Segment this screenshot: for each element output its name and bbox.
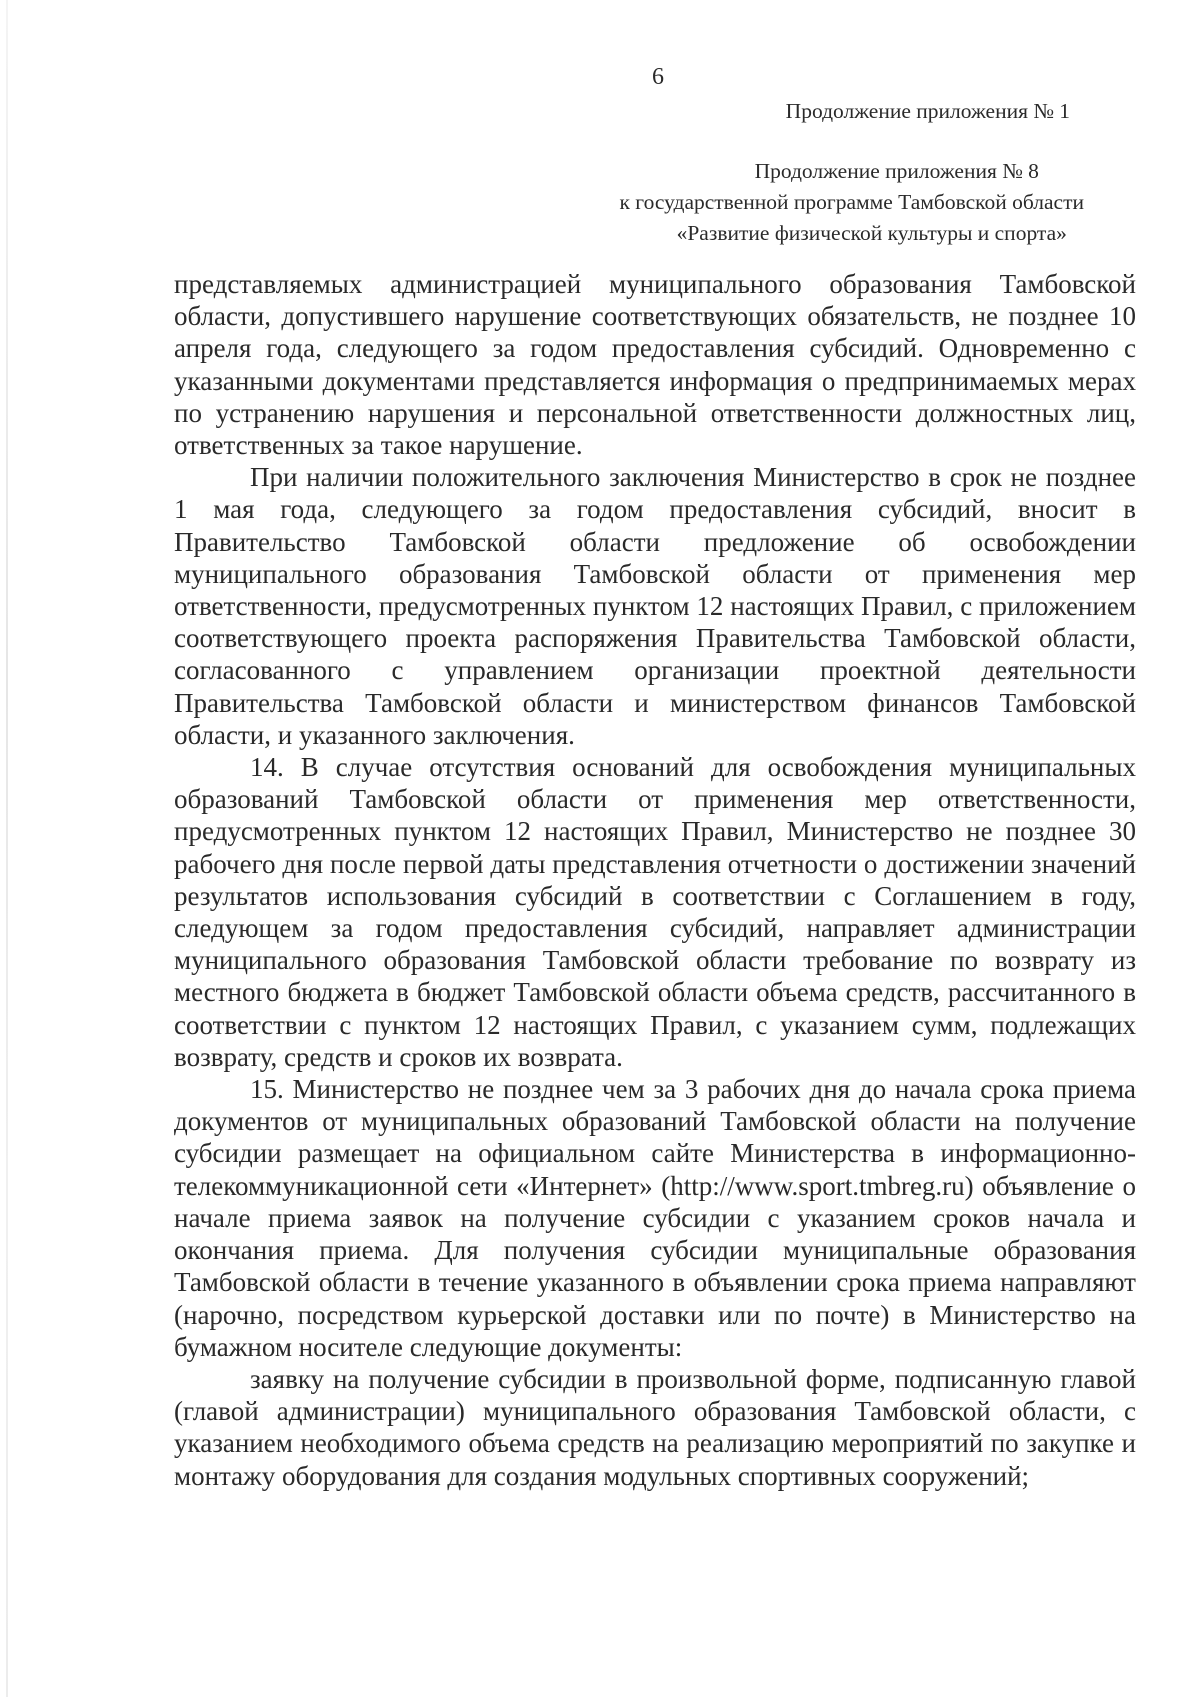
paragraph-15: 15. Министерство не позднее чем за 3 рабочих дня до начала срока приема документов от муниципальных образований Тамбовской области на получение субсидии размещает на официальном сайте Министерства в информационно-телекоммуникационной сети «Интернет» (http://www.sport.tmbreg.ru) объявление о начале приема заявок на получение субсидии с указанием сроков начала и окончания приема. Для получения субсидии муниципальные образования Тамбовской области в течение указанного в объявлении срока приема направляют (нарочно, посредством курьерской доставки или по почте) в Министерство на бумажном носителе следующие документы: <box>174 1074 1136 1362</box>
paragraph-positive-conclusion: При наличии положительного заключения Министерство в срок не позднее 1 мая года, следующего за годом предоставления субсидий, вносит в Правительство Тамбовской области предложение об освобождении муниципального образования Тамбовской области от применения мер ответственности, предусмотренных пунктом 12 настоящих Правил, с приложением соответствующего проекта распоряжения Правительства Тамбовской области, согласованного с управлением организации проектной деятельности Правительства Тамбовской области и министерством финансов Тамбовской области, и указанного заключения. <box>174 462 1136 750</box>
paragraph-14: 14. В случае отсутствия оснований для освобождения муниципальных образований Тамбовской области от применения мер ответственности, предусмотренных пунктом 12 настоящих Правил, Министерство не позднее 30 рабочего дня после первой даты представления отчетности о достижении значений результатов использования субсидий в соответствии с Соглашением в году, следующем за годом предоставления субсидий, направляет администрации муниципального образования Тамбовской области требование по возврату из местного бюджета в бюджет Тамбовской области объема средств, рассчитанного в соответствии с пунктом 12 настоящих Правил, с указанием сумм, подлежащих возврату, средств и сроков их возврата. <box>174 752 1136 1072</box>
scan-edge <box>6 0 8 1697</box>
appendix-1-continuation-text: Продолжение приложения № 1 <box>785 99 1070 123</box>
appendix-8-line-1: Продолжение приложения № 8 <box>754 159 1039 183</box>
appendix-1-continuation-header <box>786 96 1070 127</box>
appendix-8-continuation-header <box>619 156 1084 249</box>
appendix-8-line-2: к государственной программе Тамбовской области <box>619 190 1084 214</box>
paragraph-continuation: представляемых администрацией муниципального образования Тамбовской области, допустившего нарушение соответствующих обязательств, не позднее 10 апреля года, следующего за годом предоставления субсидий. Одновременно с указанными документами представляется информация о предпринимаемых мерах по устранению нарушения и персональной ответственности должностных лиц, ответственных за такое нарушение. <box>174 269 1136 461</box>
paragraph-application: заявку на получение субсидии в произвольной форме, подписанную главой (главой администрации) муниципального образования Тамбовской области, с указанием необходимого объема средств на реализацию мероприятий по закупке и монтажу оборудования для создания модульных спортивных сооружений; <box>174 1363 1136 1491</box>
document-body <box>174 268 1136 1492</box>
appendix-8-line-3: «Развитие физической культуры и спорта» <box>676 221 1067 245</box>
page-number: 6 <box>652 64 664 90</box>
